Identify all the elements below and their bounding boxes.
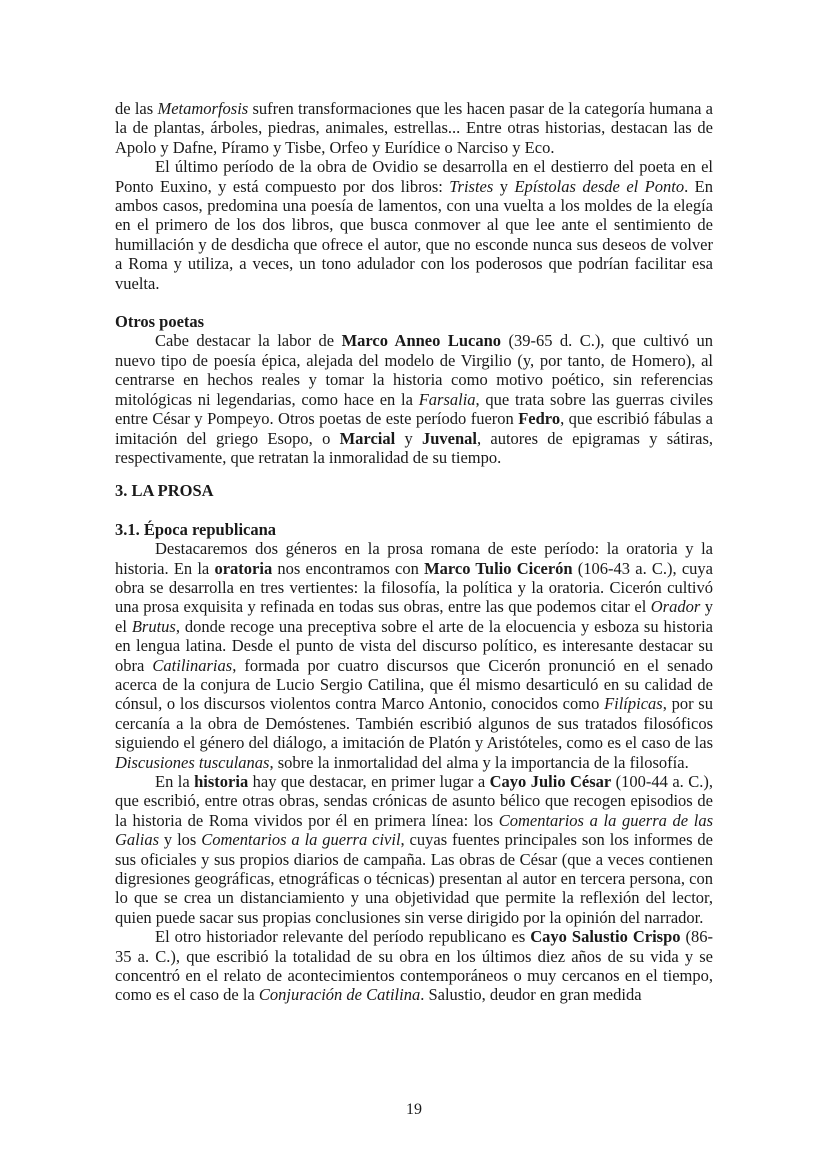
text-run: (100-44 a. C.), que escribió, entre otras obras, sendas crónicas de asunto bélico que recogen episodios de la historia de Roma vividos por él en primera línea: los — [115, 772, 713, 830]
text-run: , donde recoge una preceptiva sobre el arte de la elocuencia y esboza su historia en lengua latina. Desde el punto de vista del discurso político, es interesante destacar su obra — [115, 616, 713, 675]
text-run: El último período de la obra de Ovidio se desarrolla en el destierro del poeta en el Ponto Euxino, y está compuesto por dos libros: — [115, 157, 713, 196]
text-run: El otro historiador relevante del período republicano es — [155, 927, 531, 947]
text-run: Epístolas desde el Ponto — [514, 176, 685, 196]
text-run: En la — [155, 772, 195, 791]
text-run: 3. LA PROSA — [115, 481, 214, 501]
page-number: 19 — [406, 1101, 422, 1118]
text-run: Marco Anneo Lucano — [341, 331, 502, 351]
section-heading — [115, 481, 713, 500]
paragraph — [115, 539, 713, 772]
text-run: Orador — [650, 597, 701, 617]
text-run: . En ambos casos, predomina una poesía de lamentos, con una vuelta a los moldes de la elegía en el primero de los dos libros, que busca conmover al que lee ante el sentimiento de humillación y de desdicha que ofrece el autor, que no esconde nunca sus deseos de volver a Roma y utiliza, a veces, un tono adulador con los poderosos que podrían facilitar esa vuelta. — [115, 176, 713, 293]
paragraph — [115, 331, 713, 467]
text-run: y — [493, 176, 515, 196]
text-run: nos encontramos con — [272, 558, 425, 578]
text-run: Otros poetas — [115, 312, 205, 332]
text-run: , formada por cuatro discursos que Cicerón pronunció en el senado acerca de la conjura de Lucio Sergio Catilina, que él mismo desarticuló en su calidad de cónsul, o los discursos violentos contra Marco Antonio, conocidos como — [115, 655, 713, 714]
section-heading — [115, 312, 713, 331]
text-run: Conjuración de Catilina — [258, 985, 421, 1005]
text-run: , autores de epigramas y sátiras, respectivamente, que retratan la inmoralidad de su tiempo. — [115, 428, 713, 467]
paragraph — [115, 157, 713, 293]
text-run: Catilinarias — [152, 655, 233, 675]
text-run: (86-35 a. C.), que escribió la totalidad de su obra en los últimos diez años de su vida y se concentró en el relato de acontecimientos contemporáneos o muy cercanos en el tiempo, como es el caso de la — [115, 927, 713, 1005]
text-run: hay que destacar, en primer lugar a — [248, 772, 490, 791]
text-run: Cayo Salustio Crispo — [530, 927, 681, 947]
document-content — [115, 99, 713, 1005]
text-run: Comentarios a la guerra de las Galias — [115, 810, 713, 850]
text-run: Fedro — [518, 409, 561, 429]
text-run: Cabe destacar la labor de — [155, 331, 342, 351]
text-run: , que trata sobre las guerras civiles entre César y Pompeyo. Otros poetas de este período fueron — [115, 389, 713, 429]
text-run: (106-43 a. C.), cuya obra se desarrolla en tres vertientes: la filosofía, la política y la oratoria. Cicerón cultivó una prosa exquisita y refinada en todas sus obras, entre las que podemos citar el — [115, 558, 713, 617]
text-run: sufren transformaciones que les hacen pasar de la categoría humana a la de plantas, árboles, piedras, animales, estrellas... Entre otras historias, destacan las de Apolo y Dafne, Píramo y Tisbe, Orfeo y Eurídice o Narciso y Eco. — [115, 99, 713, 157]
text-run: (39-65 d. C.), que cultivó un nuevo tipo de poesía épica, alejada del modelo de Virgilio (y, por tanto, de Homero), al centrarse en hechos reales y tomar la historia como motivo poético, sin referencias mitológicas ni legendarias, como hace en la — [115, 331, 713, 409]
text-run: , cuyas fuentes principales son los informes de sus oficiales y sus propios diarios de campaña. Las obras de César (que a veces contienen digresiones geográficas, etnográficas o técnicas) presentan al autor en tercera persona, con lo que se crea un distanciamiento y una objetividad que permite la reflexión del lector, quien puede sacar sus propias conclusiones sin verse dirigido por la opinión del narrador. — [115, 830, 713, 927]
text-run: Marcial — [339, 428, 396, 448]
section-heading — [115, 520, 713, 539]
text-run: Metamorfosis — [157, 99, 249, 118]
text-run: Destacaremos dos géneros en la prosa romana de este período: la oratoria y la historia. En la — [115, 539, 713, 578]
text-run: y — [395, 428, 422, 448]
paragraph — [115, 772, 713, 927]
text-run: Farsalia — [418, 389, 476, 409]
text-run: historia — [194, 772, 249, 791]
text-run: Tristes — [449, 176, 494, 196]
text-run: 3.1. Época republicana — [115, 519, 277, 539]
text-run: y los — [159, 830, 202, 850]
text-run: . Salustio, deudor en gran medida — [420, 985, 642, 1005]
text-run: Cayo Julio César — [489, 772, 612, 791]
text-run: , sobre la inmortalidad del alma y la importancia de la filosofía. — [269, 752, 689, 772]
text-run: Discusiones tusculanas — [115, 752, 270, 772]
text-run: de las — [115, 99, 158, 118]
paragraph — [115, 927, 713, 1005]
text-run: Marco Tulio Cicerón — [424, 558, 573, 578]
text-run: oratoria — [214, 558, 273, 578]
text-run: y el — [115, 597, 714, 636]
text-run: , por su cercanía a la obra de Demóstenes. También escribió algunos de sus tratados filosóficos siguiendo el género del diálogo, a imitación de Platón y Aristóteles, como es el caso de las — [115, 694, 713, 753]
text-run: Brutus — [131, 616, 176, 636]
text-run: , que escribió fábulas a imitación del griego Esopo, o — [115, 409, 714, 448]
paragraph — [115, 99, 713, 157]
text-run: Comentarios a la guerra civil — [201, 830, 401, 850]
text-run: Filípicas — [604, 694, 663, 714]
text-run: Juvenal — [421, 428, 477, 448]
